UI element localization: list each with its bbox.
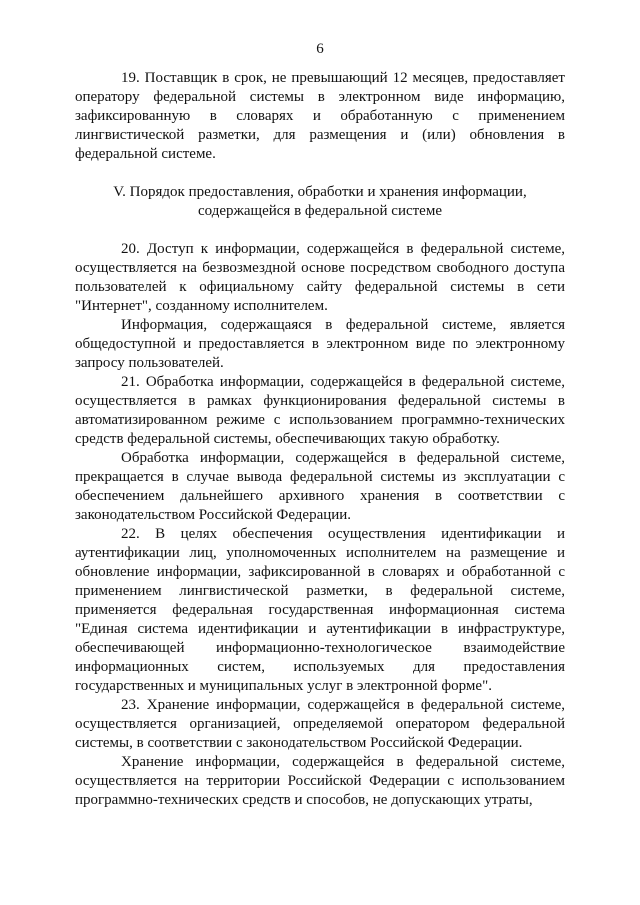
section-heading-line1: V. Порядок предоставления, обработки и хранения информации,	[113, 184, 527, 200]
document-body	[75, 69, 565, 810]
paragraph-23-storage: Хранение информации, содержащейся в федеральной системе, осуществляется на территории Российской Федерации с использованием программно-технических средств и способов, не допускающих утраты,	[75, 754, 565, 808]
paragraph-20-info: Информация, содержащаяся в федеральной системе, является общедоступной и предоставляется в электронном виде по электронному запросу пользователей.	[75, 317, 565, 371]
section-heading	[75, 183, 565, 220]
paragraph-21-processing: Обработка информации, содержащейся в федеральной системе, прекращается в случае вывода федеральной системы из эксплуатации с обеспечением дальнейшего архивного хранения в соответствии с законодательством Российской Федерации.	[75, 450, 565, 523]
paragraph-22: 22. В целях обеспечения осуществления идентификации и аутентификации лиц, уполномоченных исполнителем на размещение и обновление информации, зафиксированной в словарях и обработанной с применением лингвистической разметки, в федеральной системе, применяется федеральная государственная информационная система "Единая система идентификации и аутентификации в инфраструктуре, обеспечивающей информационно-технологическое взаимодействие информационных систем, используемых для предоставления государственных и муниципальных услуг в электронной форме".	[75, 526, 565, 694]
section-heading-line2: содержащейся в федеральной системе	[197, 202, 442, 219]
page-number: 6	[316, 41, 324, 57]
paragraph-20: 20. Доступ к информации, содержащейся в федеральной системе, осуществляется на безвозмездной основе посредством свободного доступа пользователей к официальному сайту федеральной системы в сети "Интернет", созданному исполнителем.	[75, 241, 565, 314]
paragraph-21: 21. Обработка информации, содержащейся в федеральной системе, осуществляется в рамках функционирования федеральной системы в автоматизированном режиме с использованием программно-технических средств федеральной системы, обеспечивающих такую обработку.	[75, 374, 565, 447]
paragraph-23: 23. Хранение информации, содержащейся в федеральной системе, осуществляется организацией, определяемой оператором федеральной системы, в соответствии с законодательством Российской Федерации.	[75, 697, 565, 751]
paragraph-19: 19. Поставщик в срок, не превышающий 12 месяцев, предоставляет оператору федеральной системы в электронном виде информацию, зафиксированную в словарях и обработанную с применением лингвистической разметки, для размещения и (или) обновления в федеральной системе.	[75, 70, 565, 162]
